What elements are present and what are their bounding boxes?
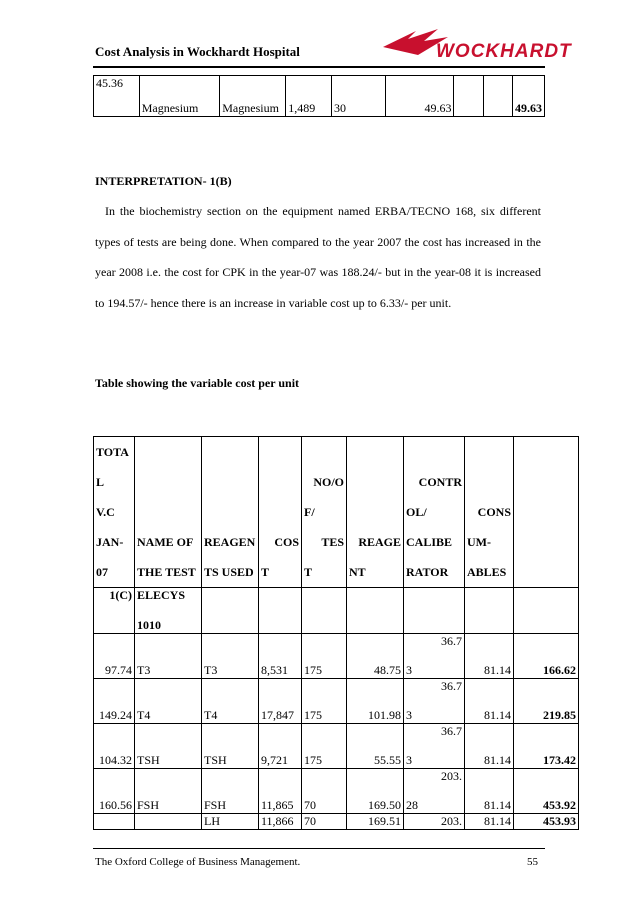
header-blank <box>514 437 579 588</box>
table-cell: 49.63 <box>513 76 545 117</box>
cell-control: 36.7 3 <box>404 634 465 679</box>
header-cost: COS T <box>259 437 302 588</box>
cell-cost: 8,531 <box>259 634 302 679</box>
paragraph-text: In the biochemistry section on the equipment named ERBA/TECNO 168, six different types of tests are being done. When compared to the year 2007 the cost has increased in the year 2008 i.e. the cost for CPK in the year-07 was 188.24/- but in the year-08 it is increased to 194.57/- hence there is an increase in variable cost up to 6.33/- per unit. <box>95 204 541 310</box>
interpretation-heading: INTERPRETATION- 1(B) <box>95 174 232 188</box>
cell-reagent: 169.50 <box>347 769 404 814</box>
section-equipment: ELECYS 1010 <box>135 588 202 634</box>
cell-reagent-used: LH <box>202 814 259 830</box>
table-row <box>94 679 579 724</box>
cell-tests: 175 <box>302 634 347 679</box>
section-row <box>94 588 579 634</box>
variable-cost-table <box>93 436 579 830</box>
table-cell: 1,489 <box>286 76 332 117</box>
cell-reagent: 48.75 <box>347 634 404 679</box>
header-no-of-tests: NO/O F/ TES T <box>302 437 347 588</box>
table-cell: 30 <box>331 76 385 117</box>
cell-cost: 17,847 <box>259 679 302 724</box>
svg-text:WOCKHARDT: WOCKHARDT <box>436 41 572 62</box>
table-cell: 45.36 <box>94 76 140 117</box>
table-header-row <box>94 437 579 588</box>
section-label: 1(C) <box>94 588 135 634</box>
cell-reagent: 101.98 <box>347 679 404 724</box>
cell-control: 36.7 3 <box>404 679 465 724</box>
table-cell <box>202 588 259 634</box>
cell-reagent: 169.51 <box>347 814 404 830</box>
cell-consumables: 81.14 <box>465 814 514 830</box>
table-cell <box>483 76 512 117</box>
interpretation-paragraph <box>95 196 541 318</box>
cell-reagent-used: TSH <box>202 724 259 769</box>
cell-total: 160.56 <box>94 769 135 814</box>
table-cell <box>302 588 347 634</box>
header-consumables: CONS UM- ABLES <box>465 437 514 588</box>
header-control-calibrator: CONTR OL/ CALIBE RATOR <box>404 437 465 588</box>
cell-tests: 175 <box>302 679 347 724</box>
cell-control: 36.7 3 <box>404 724 465 769</box>
cell-result: 453.93 <box>514 814 579 830</box>
cell-total: 149.24 <box>94 679 135 724</box>
cell-total <box>94 814 135 830</box>
cell-tests: 175 <box>302 724 347 769</box>
cell-total: 97.74 <box>94 634 135 679</box>
cell-tests: 70 <box>302 814 347 830</box>
wockhardt-logo <box>378 25 572 65</box>
cell-control: 203. 28 <box>404 769 465 814</box>
cell-consumables: 81.14 <box>465 769 514 814</box>
cell-name: T3 <box>135 634 202 679</box>
header-name: NAME OF THE TEST <box>135 437 202 588</box>
table-row <box>94 769 579 814</box>
cell-result: 173.42 <box>514 724 579 769</box>
table-cell <box>454 76 483 117</box>
cell-consumables: 81.14 <box>465 679 514 724</box>
cell-consumables: 81.14 <box>465 634 514 679</box>
table-row <box>94 76 545 117</box>
footer-rule <box>93 848 545 849</box>
table-cell <box>347 588 404 634</box>
cell-name <box>135 814 202 830</box>
cell-control: 203. <box>404 814 465 830</box>
table-cell: 49.63 <box>386 76 454 117</box>
table-cell: Magnesium <box>139 76 220 117</box>
table-row <box>94 814 579 830</box>
header-reagents-used: REAGEN TS USED <box>202 437 259 588</box>
header-total: TOTA L V.C JAN- 07 <box>94 437 135 588</box>
cell-name: TSH <box>135 724 202 769</box>
cell-name: FSH <box>135 769 202 814</box>
cell-cost: 9,721 <box>259 724 302 769</box>
page-header-title: Cost Analysis in Wockhardt Hospital <box>95 44 300 59</box>
table-cell: Magnesium <box>220 76 286 117</box>
cell-reagent-used: T4 <box>202 679 259 724</box>
cell-tests: 70 <box>302 769 347 814</box>
page-number: 55 <box>527 856 538 868</box>
header-rule <box>93 66 545 68</box>
cell-result: 219.85 <box>514 679 579 724</box>
cell-name: T4 <box>135 679 202 724</box>
footer-text: The Oxford College of Business Management. <box>95 856 301 868</box>
cell-reagent-used: T3 <box>202 634 259 679</box>
table-cell <box>514 588 579 634</box>
table-heading: Table showing the variable cost per unit <box>95 376 300 390</box>
table-cell <box>404 588 465 634</box>
table-cell <box>259 588 302 634</box>
table-row <box>94 634 579 679</box>
cell-result: 453.92 <box>514 769 579 814</box>
cell-total: 104.32 <box>94 724 135 769</box>
cell-reagent-used: FSH <box>202 769 259 814</box>
table-row <box>94 724 579 769</box>
cell-cost: 11,865 <box>259 769 302 814</box>
cell-consumables: 81.14 <box>465 724 514 769</box>
cell-result: 166.62 <box>514 634 579 679</box>
continued-table <box>93 75 545 117</box>
cell-reagent: 55.55 <box>347 724 404 769</box>
header-reagent: REAGE NT <box>347 437 404 588</box>
cell-cost: 11,866 <box>259 814 302 830</box>
table-cell <box>465 588 514 634</box>
